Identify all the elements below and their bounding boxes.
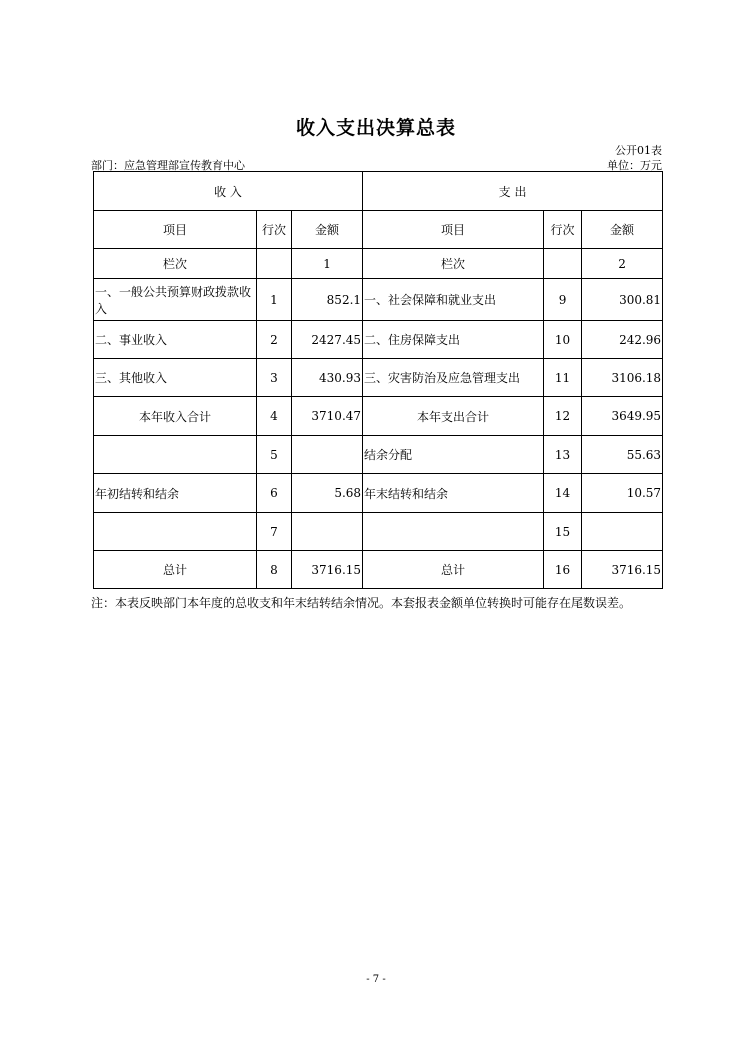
column-index-row xyxy=(94,249,663,279)
income-row-no: 3 xyxy=(257,359,292,397)
income-row-no: 6 xyxy=(257,474,292,513)
expense-amount: 55.63 xyxy=(582,436,663,474)
table-row xyxy=(94,513,663,551)
column-index-left: 1 xyxy=(292,249,363,279)
expense-row-no: 11 xyxy=(544,359,582,397)
section-header-row xyxy=(94,172,663,211)
income-item: 总计 xyxy=(94,551,257,589)
income-amount: 3716.15 xyxy=(292,551,363,589)
column-index-right: 2 xyxy=(582,249,663,279)
income-amount xyxy=(292,436,363,474)
income-item: 一、一般公共预算财政拨款收入 xyxy=(94,279,257,321)
expense-amount: 3106.18 xyxy=(582,359,663,397)
income-row-no: 5 xyxy=(257,436,292,474)
column-index-label-left: 栏次 xyxy=(94,249,257,279)
table-row xyxy=(94,279,663,321)
income-item xyxy=(94,513,257,551)
table-row xyxy=(94,397,663,436)
page-number: - 7 - xyxy=(366,974,386,985)
income-item: 本年收入合计 xyxy=(94,397,257,436)
expense-section-header xyxy=(363,172,663,211)
expense-amount: 3649.95 xyxy=(582,397,663,436)
income-item: 二、事业收入 xyxy=(94,321,257,359)
income-section-header xyxy=(94,172,363,211)
table-row xyxy=(94,474,663,513)
expense-item: 一、社会保障和就业支出 xyxy=(363,279,544,321)
expense-item xyxy=(363,513,544,551)
column-index-label-right: 栏次 xyxy=(363,249,544,279)
column-header-row xyxy=(94,211,663,249)
empty-cell xyxy=(544,249,582,279)
budget-table xyxy=(93,171,663,589)
income-item: 三、其他收入 xyxy=(94,359,257,397)
expense-amount: 242.96 xyxy=(582,321,663,359)
unit-label: 单位：万元 xyxy=(607,159,662,172)
income-item: 年初结转和结余 xyxy=(94,474,257,513)
expense-row-no: 14 xyxy=(544,474,582,513)
table-row-total xyxy=(94,551,663,589)
header-expense-amount: 金额 xyxy=(582,211,663,249)
table-row xyxy=(94,321,663,359)
footnote: 注：本表反映部门本年度的总收支和年末结转结余情况。本套报表金额单位转换时可能存在尾数误差。 xyxy=(91,596,632,610)
department-label: 部门：应急管理部宣传教育中心 xyxy=(91,159,245,172)
expense-amount: 10.57 xyxy=(582,474,663,513)
income-amount: 2427.45 xyxy=(292,321,363,359)
header-income-amount: 金额 xyxy=(292,211,363,249)
income-row-no: 7 xyxy=(257,513,292,551)
header-expense-item: 项目 xyxy=(363,211,544,249)
expense-item: 年末结转和结余 xyxy=(363,474,544,513)
expense-row-no: 16 xyxy=(544,551,582,589)
income-section-label: 收 入 xyxy=(214,184,242,199)
income-amount: 430.93 xyxy=(292,359,363,397)
expense-amount: 300.81 xyxy=(582,279,663,321)
empty-cell xyxy=(257,249,292,279)
expense-item: 结余分配 xyxy=(363,436,544,474)
income-item xyxy=(94,436,257,474)
table-row xyxy=(94,359,663,397)
page-title: 收入支出决算总表 xyxy=(295,117,456,139)
expense-item: 本年支出合计 xyxy=(363,397,544,436)
form-code: 公开01表 xyxy=(615,144,662,157)
header-expense-row-no: 行次 xyxy=(544,211,582,249)
table-row xyxy=(94,436,663,474)
expense-item: 二、住房保障支出 xyxy=(363,321,544,359)
expense-item: 总计 xyxy=(363,551,544,589)
header-income-row-no: 行次 xyxy=(257,211,292,249)
income-row-no: 4 xyxy=(257,397,292,436)
expense-row-no: 10 xyxy=(544,321,582,359)
expense-row-no: 9 xyxy=(544,279,582,321)
expense-row-no: 12 xyxy=(544,397,582,436)
income-row-no: 8 xyxy=(257,551,292,589)
header-income-item: 项目 xyxy=(94,211,257,249)
income-amount xyxy=(292,513,363,551)
expense-row-no: 13 xyxy=(544,436,582,474)
expense-amount xyxy=(582,513,663,551)
income-amount: 852.1 xyxy=(292,279,363,321)
income-row-no: 2 xyxy=(257,321,292,359)
expense-section-label: 支 出 xyxy=(498,184,527,199)
income-row-no: 1 xyxy=(257,279,292,321)
income-amount: 5.68 xyxy=(292,474,363,513)
expense-row-no: 15 xyxy=(544,513,582,551)
income-amount: 3710.47 xyxy=(292,397,363,436)
expense-amount: 3716.15 xyxy=(582,551,663,589)
expense-item: 三、灾害防治及应急管理支出 xyxy=(363,359,544,397)
